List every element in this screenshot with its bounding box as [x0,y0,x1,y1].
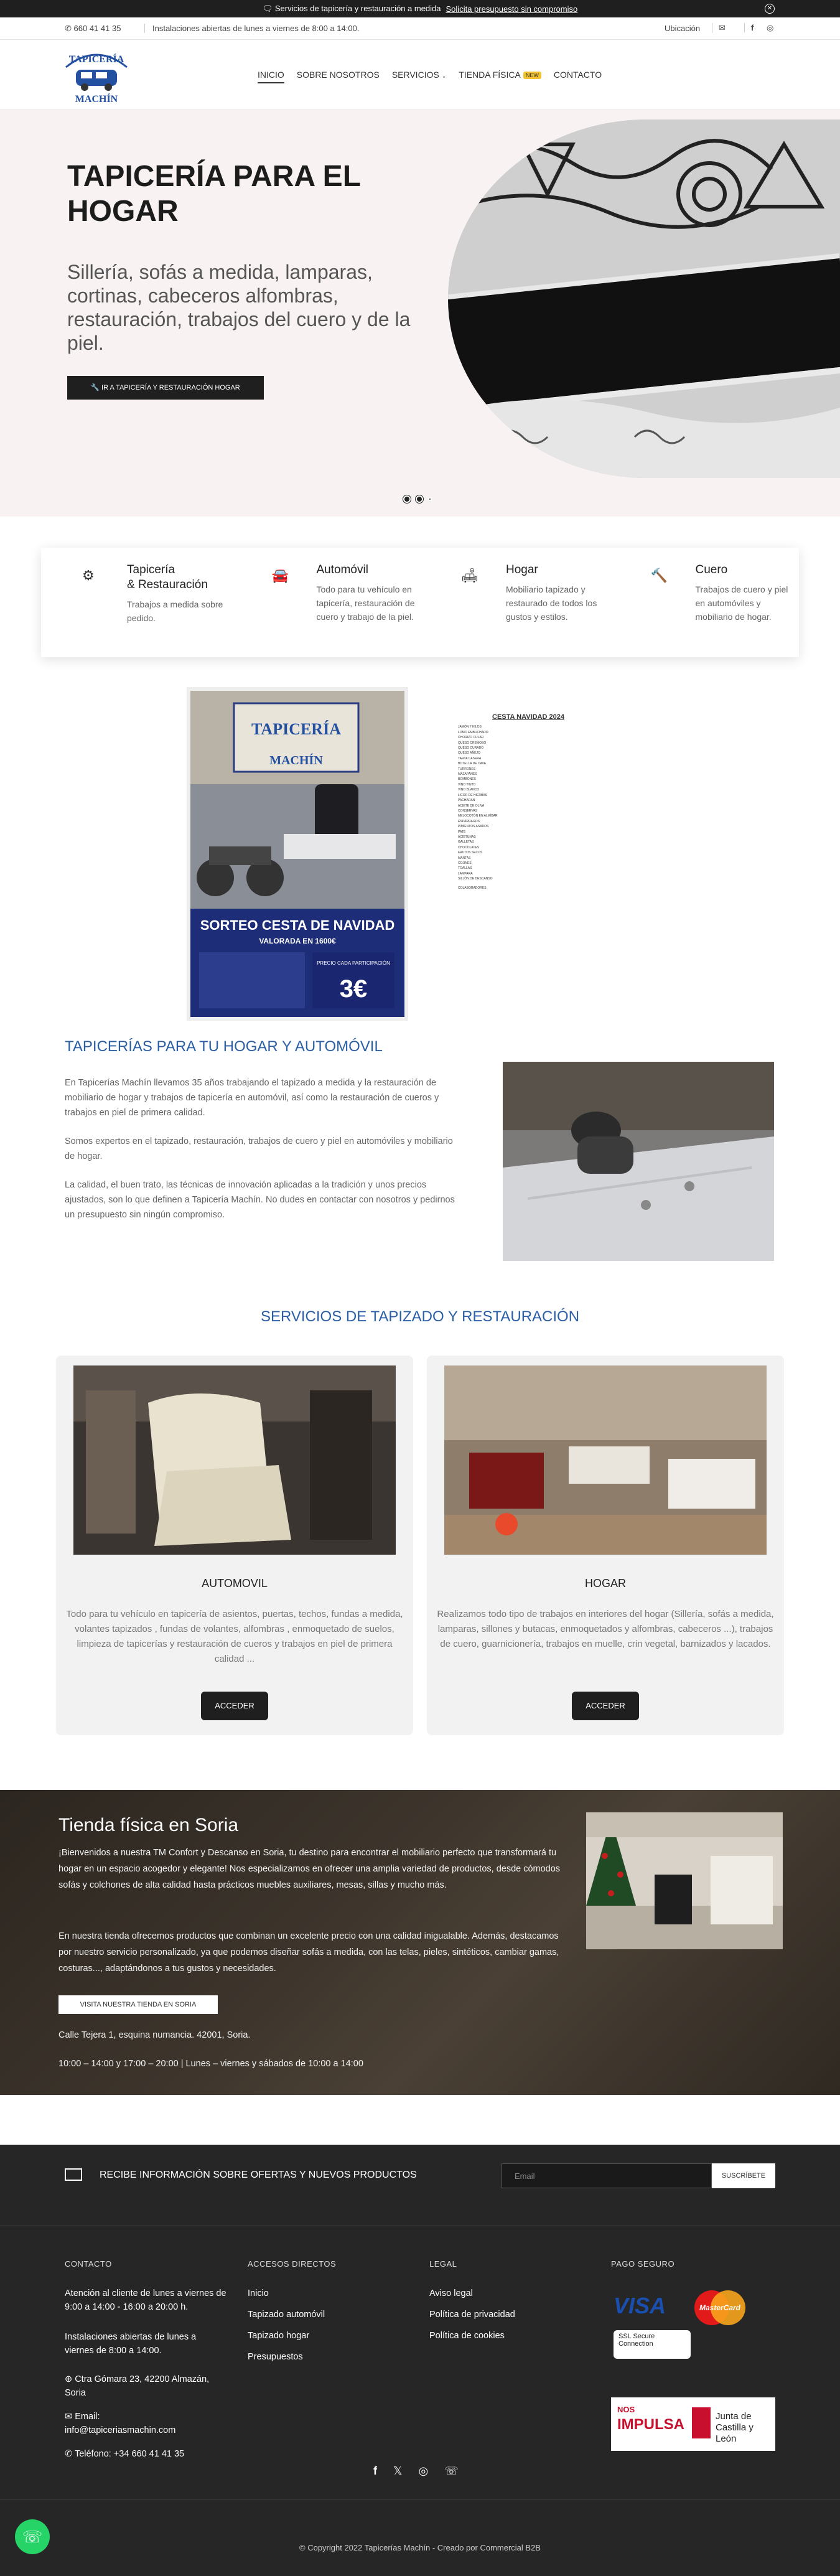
svg-text:PRECIO CADA PARTICIPACIÓN: PRECIO CADA PARTICIPACIÓN [317,960,390,966]
facebook-icon[interactable]: f [373,2465,377,2477]
sofa-icon: 🛋 [461,568,478,583]
location-icon: ⊕ [65,2374,73,2384]
footer-legal-link[interactable]: Política de cookies [429,2331,505,2341]
service-card-hogar [427,1356,784,1735]
feature-cards [41,548,799,657]
svg-text:VALORADA EN 1600€: VALORADA EN 1600€ [259,937,336,945]
raffle-poster [187,687,408,1021]
slider-dots [403,495,432,503]
x-icon[interactable]: 𝕏 [393,2465,403,2477]
acceder-button[interactable]: ACCEDER [201,1692,268,1720]
mastercard-logo [692,2289,748,2326]
feature-card [231,548,421,657]
nav-inicio[interactable]: INICIO [258,70,284,83]
feature-text: Mobiliario tapizado y restaurado de todos los gustos y estilos. [506,584,597,622]
hero-title: TAPICERÍA PARA EL HOGAR [67,160,361,228]
newsletter-email-input[interactable]: Email [502,2163,712,2188]
svg-text:TAPICERÍA: TAPICERÍA [251,720,341,738]
svg-text:MACHÍN: MACHÍN [269,754,323,767]
store-photo [586,1812,783,1949]
newsletter-text: RECIBE INFORMACIÓN SOBRE OFERTAS Y NUEVOS PRODUCTOS [100,2170,417,2180]
feature-title: Hogar [506,563,538,576]
footer-legal-title: LEGAL [429,2259,457,2269]
hours-info: Instalaciones abiertas de lunes a viernes de 8:00 a 14:00. [144,24,359,33]
phone-icon: ✆ [65,2449,73,2459]
service-title: HOGAR [584,1577,626,1590]
footer-link[interactable]: Tapizado automóvil [248,2310,325,2320]
footer-pay-title: PAGO SEGURO [611,2259,675,2269]
site-footer [0,2259,840,2576]
store-address: Calle Tejera 1, esquina numancia. 42001, Soria. [58,2030,251,2040]
svg-text:MACHÍN: MACHÍN [75,94,118,105]
store-section [0,1790,840,2095]
feature-text: Todo para tu vehículo en tapicería, restauración de cuero y trabajo de la piel. [316,584,415,622]
footer-legal-link[interactable]: Política de privacidad [429,2310,515,2320]
footer-link[interactable]: Tapizado hogar [248,2331,310,2341]
footer-contact-title: CONTACTO [65,2259,112,2269]
service-card-automovil [56,1356,413,1735]
cesta-items: JAMÓN 7 KILOS LOMO EMBUCHADO CHORIZO CULAR QUESO CREMOSO QUESO CURADO QUESO AÑEJO TARTA CASERA BOTELLA DE CAVA TURRONES MAZAPANES BOMBONES VINO TINTO VINO BLANCO LICOR DE HIERBAS PACHARÁN ACEITE DE OLIVA CONSERVAS MELOCOTÓN EN ALMÍBAR ESPÁRRAGOS PIMIENTOS ASADOS PATÉ ACEITUNAS GALLETAS CHOCOLATES FRUTOS SECOS MANTAS COJINES TOALLAS LAMPARA SILLÓN DE DESCANSO COLABORADORES [458,725,498,890]
workshop-photo [503,1062,774,1261]
footer-link[interactable]: Presupuestos [248,2352,303,2362]
footer-address: ⊕ Ctra Gómara 23, 42200 Almazán, Soria [65,2374,210,2398]
footer-email[interactable]: ✉ Email: info@tapiceriasmachin.com [65,2412,176,2435]
slider-dot[interactable] [416,495,423,503]
footer-link[interactable]: Inicio [248,2288,269,2298]
feature-title: Cuero [695,563,728,576]
info-bar [0,17,840,40]
footer-phone[interactable]: ✆ Teléfono: +34 660 41 41 35 [65,2449,185,2459]
nav-contacto[interactable]: CONTACTO [553,70,602,80]
svg-text:MasterCard: MasterCard [699,2303,741,2312]
acceder-button[interactable]: ACCEDER [572,1692,639,1720]
coat-of-arms-icon [692,2407,711,2438]
feature-card [420,548,610,657]
quote-link[interactable]: Solicita presupuesto sin compromiso [446,4,578,14]
ssl-badge: SSL Secure Connection [614,2330,691,2359]
store-paragraph: En nuestra tienda ofrecemos productos que combinan un excelente precio con una calidad inigualable. Además, destacamos por nuestro servicio personalizado, ya que podemos diseñar sofás a medida, con las telas, pieles, sintéticos, cambiar gamas, costuras..., adaptándonos a tus gustos y necesidades. [58,1931,559,1974]
svg-text:SORTEO CESTA DE NAVIDAD: SORTEO CESTA DE NAVIDAD [200,917,395,933]
nav-servicios[interactable]: SERVICIOS ⌄ [391,70,447,80]
car-icon: 🚘 [271,568,289,583]
slider-dot[interactable] [403,495,411,503]
nav-sobre-nosotros[interactable]: SOBRE NOSOTROS [296,70,380,80]
svg-text:3€: 3€ [339,975,368,1003]
service-text: Realizamos todo tipo de trabajos en interiores del hogar (Sillería, sofás a medida, lamparas, sillones y butacas, enmoquetados y alfombras, cabeceros ...), trabajos de cuero, guarnicionería, trabajos en muelle, crin vegetal, barnizados y lacados. [437,1609,774,1649]
visa-logo: VISA [614,2293,666,2318]
close-icon[interactable]: ✕ [765,4,775,14]
hero-image [448,119,840,478]
feature-title: Automóvil [316,563,368,576]
footer-contact-hours: Atención al cliente de lunes a viernes de 9:00 a 14:00 - 16:00 a 20:00 h. [65,2288,226,2312]
gears-icon: ⚙ [82,568,95,583]
mail-icon: ✉ [65,2412,73,2422]
whatsapp-icon: ☏ [22,2527,43,2546]
envelope-icon [65,2168,82,2181]
newsletter-section [0,2145,840,2259]
copyright: © Copyright 2022 Tapicerías Machín - Creado por Commercial B2B [299,2543,541,2552]
slider-dot[interactable] [428,497,432,501]
hero-subtitle: Sillería, sofás a medida, lamparas, cortinas, cabeceros alfombras, restauración, trabajos del cuero y de la piel. [67,261,411,354]
service-text: Todo para tu vehículo en tapicería de asientos, puertas, techos, fundas a medida, volantes tapizados , fundas de volantes, alfombras , enmoquetado de suelos, limpieza de tapicerías y restauración de cueros y trabajos en piel de primera calidad ... [66,1609,403,1664]
svg-text:TAPICERÍA: TAPICERÍA [68,54,124,65]
chevron-down-icon: ⌄ [441,73,447,79]
store-hours: 10:00 – 14:00 y 17:00 – 20:00 | Lunes – viernes y sábados de 10:00 a 14:00 [58,2059,363,2069]
feature-title: Tapicería & Restauración [127,563,208,591]
main-nav [258,70,602,83]
announcement-text: 🗨 Servicios de tapicería y restauración a medida [262,4,441,13]
divider [0,2499,840,2500]
service-title: AUTOMOVIL [202,1577,268,1590]
location-link[interactable]: Ubicación [665,24,701,33]
announcement-bar [0,0,840,17]
mail-icon[interactable]: ✉ [712,23,726,33]
car-interior-photo [73,1365,396,1555]
feature-card [41,548,231,657]
feature-card [610,548,800,657]
footer-contact-install: Instalaciones abiertas de lunes a viernes de 8:00 a 14:00. [65,2332,197,2356]
facebook-icon[interactable]: f [744,23,754,32]
feature-text: Trabajos de cuero y piel en automóviles y mobiliario de hogar. [695,584,788,622]
whatsapp-float-button[interactable] [15,2519,50,2554]
hammer-icon: 🔨 [650,568,668,583]
cesta-title: CESTA NAVIDAD 2024 [492,713,564,721]
new-badge: NEW [523,72,541,79]
hero-slider [0,110,840,517]
feature-text: Trabajos a medida sobre pedido. [127,599,223,623]
nav-tienda-fisica[interactable]: TIENDA FÍSICA NEW [459,70,541,83]
cesta-list [458,714,599,891]
visit-store-button[interactable]: VISITA NUESTRA TIENDA EN SORIA [58,1995,218,2014]
store-title: Tienda física en Soria [58,1815,239,1835]
whatsapp-icon[interactable]: ☏ [444,2465,459,2477]
about-paragraph: La calidad, el buen trato, las técnicas de innovación aplicadas a la tradición y unos precios ajustados, son lo que definen a Tapicería Machín. No dudes en contactar con nosotros y pedirnos un presupuesto sin ningún compromiso. [65,1180,455,1220]
footer-social [373,2465,459,2478]
hero-button[interactable]: 🔧 IR A TAPICERÍA Y RESTAURACIÓN HOGAR [67,376,264,400]
phone-info[interactable]: ✆ 660 41 41 35 [65,24,121,33]
wrench-icon: 🔧 [91,384,100,391]
instagram-icon[interactable]: ◎ [418,2465,429,2477]
footer-legal-link[interactable]: Aviso legal [429,2288,473,2298]
about-title: TAPICERÍAS PARA TU HOGAR Y AUTOMÓVIL [65,1038,383,1055]
site-logo[interactable] [62,46,131,106]
impulsa-logo: NOS IMPULSA Junta de Castilla y León [611,2397,775,2451]
about-paragraph: Somos expertos en el tapizado, restauración, trabajos de cuero y piel en automóviles y mobiliario de hogar. [65,1136,453,1161]
footer-links-title: ACCESOS DIRECTOS [248,2259,337,2269]
instagram-icon[interactable]: ◎ [767,23,774,32]
showroom-photo [444,1365,767,1555]
subscribe-button[interactable]: SUSCRÍBETE [712,2163,775,2188]
services-title: SERVICIOS DE TAPIZADO Y RESTAURACIÓN [260,1308,580,1325]
store-paragraph: ¡Bienvenidos a nuestra TM Confort y Descanso en Soria, tu destino para encontrar el mobiliario perfecto que transformará tu hogar en un espacio acogedor y elegante! Nos especializamos en ofrecer una amplia variedad de productos, desde cómodos sofás y colchones de alta calidad hasta prácticos muebles auxiliares, mesas, sillas y mucho más. [58,1848,561,1890]
site-header [0,40,840,110]
about-paragraph: En Tapicerías Machín llevamos 35 años trabajando el tapizado a medida y la restauración de mobiliario de hogar y trabajos de tapicería en automóvil, así como la restauración de cueros y trabajos en piel de primera calidad. [65,1078,439,1118]
